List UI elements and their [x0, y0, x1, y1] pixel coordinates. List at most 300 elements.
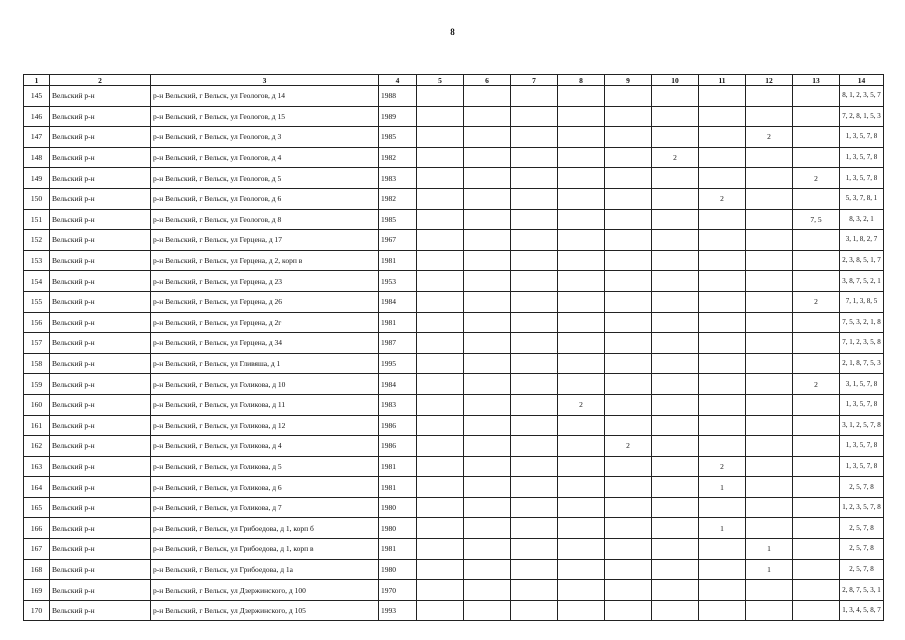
row-number-cell: 157 [24, 333, 50, 354]
column-9-cell [605, 394, 652, 415]
column-6-cell [464, 106, 511, 127]
district-cell: Вельский р-н [50, 374, 151, 395]
table-row [24, 518, 884, 539]
column-5-cell [417, 415, 464, 436]
column-6-cell [464, 271, 511, 292]
column-11-cell [699, 312, 746, 333]
table-row [24, 209, 884, 230]
address-cell: р-н Вельский, г Вельск, ул Геологов, д 6 [151, 188, 379, 209]
column-9-cell [605, 86, 652, 107]
column-header: 2 [50, 75, 151, 86]
row-number-cell: 148 [24, 147, 50, 168]
column-13-cell [793, 497, 840, 518]
column-11-cell [699, 539, 746, 560]
column-9-cell [605, 168, 652, 189]
column-11-cell [699, 353, 746, 374]
table-row [24, 86, 884, 107]
column-10-cell [652, 477, 699, 498]
row-number-cell: 160 [24, 394, 50, 415]
column-8-cell [558, 559, 605, 580]
column-5-cell [417, 374, 464, 395]
row-number-cell: 163 [24, 456, 50, 477]
column-8-cell [558, 106, 605, 127]
address-cell: р-н Вельский, г Вельск, ул Герцена, д 34 [151, 333, 379, 354]
column-6-cell [464, 147, 511, 168]
address-cell: р-н Вельский, г Вельск, ул Дзержинского, д 100 [151, 580, 379, 601]
column-5-cell [417, 106, 464, 127]
column-12-cell [746, 415, 793, 436]
column-12-cell [746, 600, 793, 621]
column-10-cell [652, 600, 699, 621]
column-11-cell: 1 [699, 477, 746, 498]
column-14-cell: 7, 1, 2, 3, 5, 8 [840, 333, 884, 354]
year-cell: 1988 [379, 86, 417, 107]
column-8-cell [558, 86, 605, 107]
column-7-cell [511, 188, 558, 209]
column-12-cell [746, 394, 793, 415]
column-5-cell [417, 436, 464, 457]
column-10-cell [652, 209, 699, 230]
address-cell: р-н Вельский, г Вельск, ул Голикова, д 6 [151, 477, 379, 498]
column-7-cell [511, 250, 558, 271]
table-row [24, 497, 884, 518]
column-11-cell [699, 497, 746, 518]
column-12-cell: 1 [746, 559, 793, 580]
column-12-cell [746, 106, 793, 127]
column-10-cell: 2 [652, 147, 699, 168]
column-13-cell [793, 436, 840, 457]
column-12-cell [746, 497, 793, 518]
address-cell: р-н Вельский, г Вельск, ул Геологов, д 3 [151, 127, 379, 148]
column-11-cell [699, 250, 746, 271]
year-cell: 1983 [379, 168, 417, 189]
registry-table [23, 74, 884, 621]
column-5-cell [417, 559, 464, 580]
column-9-cell [605, 539, 652, 560]
column-9-cell [605, 518, 652, 539]
column-12-cell: 1 [746, 539, 793, 560]
column-10-cell [652, 106, 699, 127]
column-10-cell [652, 353, 699, 374]
table-row [24, 477, 884, 498]
column-14-cell: 2, 5, 7, 8 [840, 477, 884, 498]
column-7-cell [511, 394, 558, 415]
column-10-cell [652, 374, 699, 395]
row-number-cell: 161 [24, 415, 50, 436]
district-cell: Вельский р-н [50, 394, 151, 415]
column-14-cell: 2, 5, 7, 8 [840, 518, 884, 539]
column-5-cell [417, 477, 464, 498]
column-11-cell [699, 230, 746, 251]
column-7-cell [511, 600, 558, 621]
column-9-cell [605, 188, 652, 209]
column-13-cell [793, 580, 840, 601]
table-row [24, 188, 884, 209]
row-number-cell: 167 [24, 539, 50, 560]
column-10-cell [652, 230, 699, 251]
year-cell: 1987 [379, 333, 417, 354]
district-cell: Вельский р-н [50, 86, 151, 107]
column-header: 10 [652, 75, 699, 86]
year-cell: 1986 [379, 436, 417, 457]
column-9-cell [605, 580, 652, 601]
column-8-cell [558, 291, 605, 312]
column-13-cell [793, 394, 840, 415]
column-10-cell [652, 394, 699, 415]
district-cell: Вельский р-н [50, 271, 151, 292]
column-7-cell [511, 147, 558, 168]
year-cell: 1995 [379, 353, 417, 374]
table-row [24, 291, 884, 312]
column-9-cell [605, 477, 652, 498]
table-row [24, 127, 884, 148]
column-6-cell [464, 477, 511, 498]
column-12-cell [746, 333, 793, 354]
district-cell: Вельский р-н [50, 353, 151, 374]
column-10-cell [652, 291, 699, 312]
column-7-cell [511, 209, 558, 230]
column-9-cell [605, 230, 652, 251]
table-row [24, 271, 884, 292]
year-cell: 1984 [379, 291, 417, 312]
column-12-cell [746, 353, 793, 374]
district-cell: Вельский р-н [50, 333, 151, 354]
column-8-cell [558, 539, 605, 560]
column-5-cell [417, 600, 464, 621]
column-8-cell [558, 497, 605, 518]
year-cell: 1985 [379, 209, 417, 230]
year-cell: 1981 [379, 477, 417, 498]
column-11-cell [699, 127, 746, 148]
address-cell: р-н Вельский, г Вельск, ул Голикова, д 4 [151, 436, 379, 457]
column-header: 5 [417, 75, 464, 86]
column-7-cell [511, 353, 558, 374]
column-14-cell: 1, 3, 5, 7, 8 [840, 456, 884, 477]
column-14-cell: 2, 5, 7, 8 [840, 559, 884, 580]
column-6-cell [464, 600, 511, 621]
column-14-cell: 8, 3, 2, 1 [840, 209, 884, 230]
column-11-cell [699, 168, 746, 189]
table-row [24, 374, 884, 395]
column-11-cell [699, 580, 746, 601]
column-14-cell: 2, 1, 8, 7, 5, 3 [840, 353, 884, 374]
address-cell: р-н Вельский, г Вельск, ул Грибоедова, д 1, корп б [151, 518, 379, 539]
column-7-cell [511, 518, 558, 539]
column-6-cell [464, 353, 511, 374]
address-cell: р-н Вельский, г Вельск, ул Геологов, д 4 [151, 147, 379, 168]
column-9-cell [605, 147, 652, 168]
district-cell: Вельский р-н [50, 127, 151, 148]
column-13-cell [793, 312, 840, 333]
column-9-cell [605, 600, 652, 621]
column-5-cell [417, 394, 464, 415]
column-13-cell [793, 539, 840, 560]
column-11-cell: 2 [699, 456, 746, 477]
table-row [24, 353, 884, 374]
column-10-cell [652, 188, 699, 209]
column-6-cell [464, 250, 511, 271]
address-cell: р-н Вельский, г Вельск, ул Голикова, д 7 [151, 497, 379, 518]
column-9-cell: 2 [605, 436, 652, 457]
column-12-cell: 2 [746, 127, 793, 148]
column-8-cell [558, 188, 605, 209]
address-cell: р-н Вельский, г Вельск, ул Геологов, д 14 [151, 86, 379, 107]
column-8-cell [558, 580, 605, 601]
column-header: 3 [151, 75, 379, 86]
district-cell: Вельский р-н [50, 539, 151, 560]
row-number-cell: 165 [24, 497, 50, 518]
column-9-cell [605, 250, 652, 271]
address-cell: р-н Вельский, г Вельск, ул Голикова, д 12 [151, 415, 379, 436]
row-number-cell: 149 [24, 168, 50, 189]
column-11-cell [699, 600, 746, 621]
year-cell: 1982 [379, 147, 417, 168]
table-row [24, 559, 884, 580]
column-5-cell [417, 209, 464, 230]
table-row [24, 250, 884, 271]
row-number-cell: 156 [24, 312, 50, 333]
column-6-cell [464, 436, 511, 457]
column-11-cell [699, 271, 746, 292]
column-12-cell [746, 580, 793, 601]
column-8-cell [558, 333, 605, 354]
year-cell: 1983 [379, 394, 417, 415]
column-5-cell [417, 518, 464, 539]
column-13-cell: 2 [793, 168, 840, 189]
column-14-cell: 7, 1, 3, 8, 5 [840, 291, 884, 312]
column-11-cell [699, 333, 746, 354]
column-5-cell [417, 271, 464, 292]
table-row [24, 436, 884, 457]
row-number-cell: 152 [24, 230, 50, 251]
column-9-cell [605, 209, 652, 230]
column-5-cell [417, 86, 464, 107]
column-13-cell [793, 353, 840, 374]
row-number-cell: 158 [24, 353, 50, 374]
address-cell: р-н Вельский, г Вельск, ул Герцена, д 23 [151, 271, 379, 292]
column-12-cell [746, 230, 793, 251]
column-13-cell [793, 456, 840, 477]
column-5-cell [417, 312, 464, 333]
column-8-cell [558, 168, 605, 189]
column-6-cell [464, 86, 511, 107]
year-cell: 1993 [379, 600, 417, 621]
column-5-cell [417, 230, 464, 251]
row-number-cell: 159 [24, 374, 50, 395]
column-8-cell [558, 518, 605, 539]
district-cell: Вельский р-н [50, 147, 151, 168]
row-number-cell: 155 [24, 291, 50, 312]
column-7-cell [511, 86, 558, 107]
column-9-cell [605, 312, 652, 333]
district-cell: Вельский р-н [50, 600, 151, 621]
column-13-cell [793, 518, 840, 539]
row-number-cell: 151 [24, 209, 50, 230]
column-13-cell [793, 415, 840, 436]
address-cell: р-н Вельский, г Вельск, ул Геологов, д 5 [151, 168, 379, 189]
district-cell: Вельский р-н [50, 209, 151, 230]
column-6-cell [464, 127, 511, 148]
year-cell: 1989 [379, 106, 417, 127]
district-cell: Вельский р-н [50, 456, 151, 477]
column-11-cell [699, 415, 746, 436]
table-row [24, 147, 884, 168]
address-cell: р-н Вельский, г Вельск, ул Геологов, д 8 [151, 209, 379, 230]
row-number-cell: 153 [24, 250, 50, 271]
column-6-cell [464, 518, 511, 539]
column-11-cell [699, 147, 746, 168]
district-cell: Вельский р-н [50, 312, 151, 333]
column-8-cell [558, 250, 605, 271]
column-14-cell: 3, 1, 5, 7, 8 [840, 374, 884, 395]
column-6-cell [464, 394, 511, 415]
column-7-cell [511, 168, 558, 189]
district-cell: Вельский р-н [50, 168, 151, 189]
column-14-cell: 1, 3, 5, 7, 8 [840, 127, 884, 148]
year-cell: 1980 [379, 559, 417, 580]
column-12-cell [746, 291, 793, 312]
table-row [24, 394, 884, 415]
column-8-cell: 2 [558, 394, 605, 415]
column-6-cell [464, 333, 511, 354]
row-number-cell: 147 [24, 127, 50, 148]
column-9-cell [605, 127, 652, 148]
column-11-cell [699, 559, 746, 580]
district-cell: Вельский р-н [50, 230, 151, 251]
column-11-cell: 2 [699, 188, 746, 209]
column-12-cell [746, 271, 793, 292]
column-6-cell [464, 374, 511, 395]
column-7-cell [511, 477, 558, 498]
column-13-cell [793, 147, 840, 168]
column-header: 8 [558, 75, 605, 86]
column-7-cell [511, 230, 558, 251]
district-cell: Вельский р-н [50, 477, 151, 498]
column-14-cell: 8, 1, 2, 3, 5, 7 [840, 86, 884, 107]
column-8-cell [558, 415, 605, 436]
district-cell: Вельский р-н [50, 106, 151, 127]
column-header: 4 [379, 75, 417, 86]
column-header: 9 [605, 75, 652, 86]
address-cell: р-н Вельский, г Вельск, ул Голикова, д 10 [151, 374, 379, 395]
column-14-cell: 7, 2, 8, 1, 5, 3 [840, 106, 884, 127]
column-header: 12 [746, 75, 793, 86]
column-6-cell [464, 559, 511, 580]
column-7-cell [511, 580, 558, 601]
column-13-cell [793, 127, 840, 148]
column-10-cell [652, 497, 699, 518]
column-header: 13 [793, 75, 840, 86]
address-cell: р-н Вельский, г Вельск, ул Геологов, д 15 [151, 106, 379, 127]
table-row [24, 539, 884, 560]
column-header: 7 [511, 75, 558, 86]
column-6-cell [464, 580, 511, 601]
column-7-cell [511, 291, 558, 312]
row-number-cell: 169 [24, 580, 50, 601]
row-number-cell: 166 [24, 518, 50, 539]
address-cell: р-н Вельский, г Вельск, ул Голикова, д 5 [151, 456, 379, 477]
column-9-cell [605, 456, 652, 477]
address-cell: р-н Вельский, г Вельск, ул Голикова, д 11 [151, 394, 379, 415]
column-6-cell [464, 539, 511, 560]
column-13-cell [793, 559, 840, 580]
column-10-cell [652, 559, 699, 580]
column-14-cell: 7, 5, 3, 2, 1, 8 [840, 312, 884, 333]
column-8-cell [558, 271, 605, 292]
district-cell: Вельский р-н [50, 580, 151, 601]
column-5-cell [417, 168, 464, 189]
column-14-cell: 1, 3, 5, 7, 8 [840, 436, 884, 457]
table-row [24, 312, 884, 333]
table-row [24, 168, 884, 189]
column-7-cell [511, 436, 558, 457]
district-cell: Вельский р-н [50, 518, 151, 539]
table-row [24, 580, 884, 601]
column-11-cell: 1 [699, 518, 746, 539]
column-5-cell [417, 333, 464, 354]
column-9-cell [605, 271, 652, 292]
column-14-cell: 1, 3, 5, 7, 8 [840, 147, 884, 168]
row-number-cell: 170 [24, 600, 50, 621]
district-cell: Вельский р-н [50, 436, 151, 457]
column-13-cell [793, 188, 840, 209]
column-11-cell [699, 374, 746, 395]
column-5-cell [417, 497, 464, 518]
column-14-cell: 2, 3, 8, 5, 1, 7 [840, 250, 884, 271]
address-cell: р-н Вельский, г Вельск, ул Дзержинского, д 105 [151, 600, 379, 621]
column-12-cell [746, 374, 793, 395]
column-8-cell [558, 456, 605, 477]
column-14-cell: 3, 1, 2, 5, 7, 8 [840, 415, 884, 436]
column-14-cell: 2, 8, 7, 5, 3, 1 [840, 580, 884, 601]
column-10-cell [652, 271, 699, 292]
column-14-cell: 5, 3, 7, 8, 1 [840, 188, 884, 209]
district-cell: Вельский р-н [50, 188, 151, 209]
row-number-cell: 146 [24, 106, 50, 127]
year-cell: 1981 [379, 539, 417, 560]
district-cell: Вельский р-н [50, 250, 151, 271]
column-13-cell [793, 271, 840, 292]
column-11-cell [699, 209, 746, 230]
column-8-cell [558, 436, 605, 457]
year-cell: 1986 [379, 415, 417, 436]
column-5-cell [417, 580, 464, 601]
column-9-cell [605, 106, 652, 127]
column-8-cell [558, 127, 605, 148]
column-14-cell: 3, 1, 8, 2, 7 [840, 230, 884, 251]
row-number-cell: 145 [24, 86, 50, 107]
column-5-cell [417, 291, 464, 312]
district-cell: Вельский р-н [50, 497, 151, 518]
column-14-cell: 1, 2, 3, 5, 7, 8 [840, 497, 884, 518]
column-14-cell: 1, 3, 5, 7, 8 [840, 394, 884, 415]
table-row [24, 456, 884, 477]
district-cell: Вельский р-н [50, 291, 151, 312]
column-11-cell [699, 436, 746, 457]
address-cell: р-н Вельский, г Вельск, ул Грибоедова, д 1, корп в [151, 539, 379, 560]
year-cell: 1967 [379, 230, 417, 251]
column-8-cell [558, 312, 605, 333]
column-10-cell [652, 580, 699, 601]
column-14-cell: 1, 3, 5, 7, 8 [840, 168, 884, 189]
column-header: 11 [699, 75, 746, 86]
column-5-cell [417, 188, 464, 209]
column-12-cell [746, 477, 793, 498]
column-13-cell [793, 86, 840, 107]
column-6-cell [464, 188, 511, 209]
column-10-cell [652, 518, 699, 539]
column-5-cell [417, 147, 464, 168]
